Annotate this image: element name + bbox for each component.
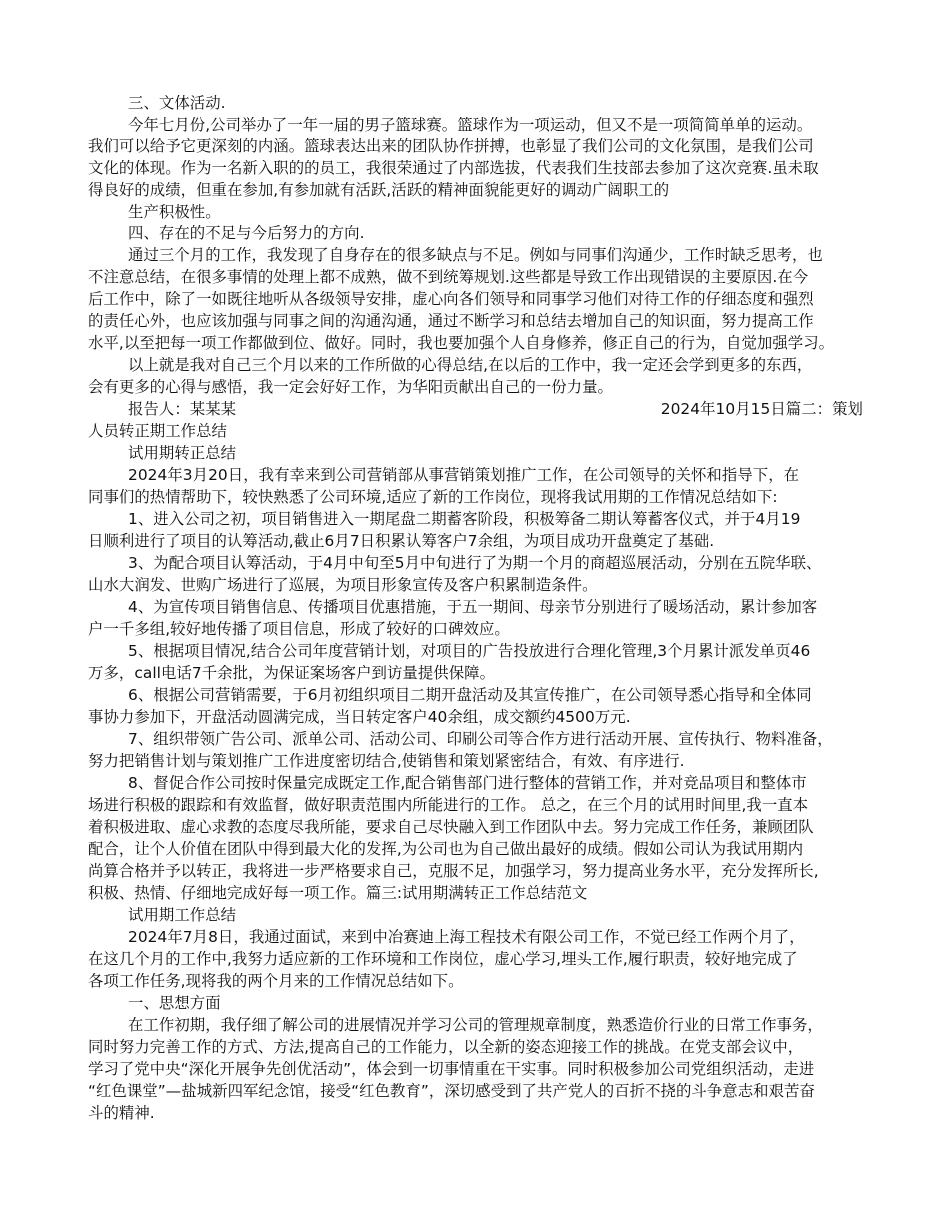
paragraph-line: 4、为宣传项目销售信息、传播项目优惠措施，于五一期间、母亲节分别进行了暖场活动，累计参加客 [128,598,818,616]
reporter-name: 报告人：某某某 [128,400,237,418]
paragraph-line: 学习了党中央“深化开展争先创优活动”，体会到一切事情重在干实事。同时积极参加公司党组织活动，走进 [88,1060,815,1078]
paragraph-line: 6、根据公司营销需要，于6月初组织项目二期开盘活动及其宣传推广，在公司领导悉心指导和全体同 [128,686,812,704]
paragraph-line: 场进行积极的跟踪和有效监督，做好职责范围内所能进行的工作。 总之，在三个月的试用时间里,我一直本 [88,796,809,814]
paragraph-line: 万多，call电话7千余批，为保证案场客户到访量提供保障。 [88,664,496,682]
paragraph-line: 7、组织带领广告公司、派单公司、活动公司、印刷公司等合作方进行活动开展、宣传执行、物料准备， [128,730,833,748]
paragraph-line: 今年七月份,公司举办了一年一届的男子篮球赛。篮球作为一项运动，但又不是一项简简单单的运动。 [128,116,813,134]
section-heading: 四、存在的不足与今后努力的方向. [128,224,365,242]
paragraph-line: 各项工作任务,现将我的两个月来的工作情况总结如下。 [88,972,464,990]
paragraph-line: 会有更多的心得与感悟，我一定会好好工作，为华阳贡献出自己的一份力量。 [88,378,613,396]
paragraph-line: 斗的精神. [88,1104,155,1122]
report-date: 2024年10月15日篇二：策划 [660,400,863,418]
paragraph-line: 山水大润发、世购广场进行了巡展，为项目形象宣传及客户积累制造条件。 [88,576,598,594]
paragraph-line: 日顺利进行了项目的认筹活动,截止6月7日积累认筹客户7余组，为项目成功开盘奠定了基础. [88,532,715,550]
paragraph-line: 同事们的热情帮助下，较快熟悉了公司环境,适应了新的工作岗位，现将我试用期的工作情况总结如下: [88,488,778,506]
paragraph-line: 着积极进取、虚心求教的态度尽我所能，要求自己尽快融入到工作团队中去。努力完成工作任务，兼顾团队 [88,818,814,836]
paragraph-line: 在这几个月的工作中,我努力适应新的工作环境和工作岗位，虚心学习,埋头工作,履行职责，较好地完成了 [88,950,798,968]
paragraph-line: 5、根据项目情况,结合公司年度营销计划，对项目的广告投放进行合理化管理,3个月累计派发单页46 [128,642,811,660]
paragraph-line: 生产积极性。 [128,203,221,221]
section-title: 试用期工作总结 [128,906,237,924]
paragraph-line: 尚算合格并予以转正，我将进一步严格要求自己，克服不足，加强学习，努力提高业务水平，充分发挥所长, [88,862,819,880]
paragraph-line: 以上就是我对自己三个月以来的工作所做的心得总结,在以后的工作中，我一定还会学到更多的东西， [128,356,813,374]
paragraph-line: 得良好的成绩，但重在参加,有参加就有活跃,活跃的精神面貌能更好的调动广阔职工的 [88,181,670,199]
paragraph-line: 3、为配合项目认筹活动，于4月中旬至5月中旬进行了为期一个月的商超巡展活动，分别在五院华联、 [128,554,822,572]
paragraph-line: 2024年3月20日，我有幸来到公司营销部从事营销策划推广工作，在公司领导的关怀和指导下，在 [128,466,800,484]
paragraph-line: 后工作中，除了一如既往地听从各级领导安排，虚心向各们领导和同事学习他们对待工作的仔细态度和强烈 [88,290,814,308]
paragraph-line: 的责任心外，也应该加强与同事之间的沟通沟通，通过不断学习和总结去增加自己的知识面，努力提高工作 [88,312,814,330]
paragraph-line: 在工作初期，我仔细了解公司的进展情况并学习公司的管理规章制度，熟悉造价行业的日常工作事务， [128,1016,823,1034]
section-heading: 一、思想方面 [128,994,221,1012]
paragraph-line: “红色课堂”—盐城新四军纪念馆，接受“红色教育”，深切感受到了共产党人的百折不挠的斗争意志和艰苦奋 [88,1082,815,1100]
section-title: 试用期转正总结 [128,444,237,462]
paragraph-line: 1、进入公司之初，项目销售进入一期尾盘二期蓄客阶段，积极筹备二期认筹蓄客仪式，并于4月19 [128,510,801,528]
paragraph-line: 通过三个月的工作，我发现了自身存在的很多缺点与不足。例如与同事们沟通少，工作时缺乏思考，也 [128,246,823,264]
paragraph-line: 努力把销售计划与策划推广工作进度密切结合,使销售和策划紧密结合，有效、有序进行. [88,752,685,770]
paragraph-line: 户一千多组,较好地传播了项目信息，形成了较好的口碑效应。 [88,620,510,638]
signature-row [128,399,863,419]
paragraph-line: 文化的体现。作为一名新入职的的员工，我很荣通过了内部选拔，代表我们生技部去参加了这次竞赛.虽未取 [88,159,819,177]
paragraph-line: 不注意总结，在很多事情的处理上都不成熟，做不到统筹规划.这些都是导致工作出现错误的主要原因.在今 [88,268,809,286]
paragraph-line: 人员转正期工作总结 [88,422,227,440]
paragraph-line: 水平,以至把每一项工作都做到位、做好。同时，我也要加强个人自身修养，修正自己的行为，自觉加强学习。 [88,334,835,352]
paragraph-line: 积极、热情、仔细地完成好每一项工作。篇三:试用期满转正工作总结范文 [88,884,588,902]
paragraph-line: 事协力参加下，开盘活动圆满完成，当日转定客户40余组，成交额约4500万元. [88,708,631,726]
paragraph-line: 我们可以给予它更深刻的内涵。篮球表达出来的团队协作拼搏，也彰显了我们公司的文化氛围，是我们公司 [88,137,814,155]
paragraph-line: 8、督促合作公司按时保量完成既定工作,配合销售部门进行整体的营销工作，并对竞品项目和整体市 [128,774,807,792]
paragraph-line: 配合，让个人价值在团队中得到最大化的发挥,为公司也为自己做出最好的成绩。假如公司认为我试用期内 [88,840,804,858]
paragraph-line: 同时努力完善工作的方式、方法,提高自己的工作能力，以全新的姿态迎接工作的挑战。在党支部会议中， [88,1038,804,1056]
paragraph-line: 2024年7月8日，我通过面试，来到中冶赛迪上海工程技术有限公司工作，不觉已经工作两个月了， [128,928,805,946]
section-heading: 三、文体活动. [128,94,226,112]
